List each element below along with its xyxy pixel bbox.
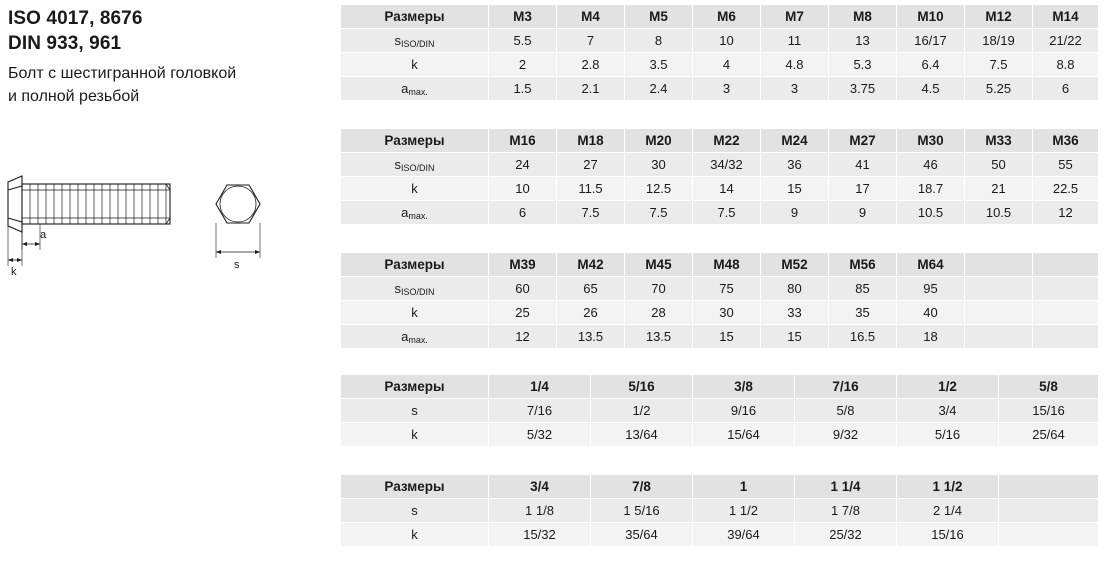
- header-cell: M3: [489, 5, 557, 29]
- data-cell: 26: [557, 301, 625, 325]
- data-cell: 8.8: [1033, 53, 1099, 77]
- table-row: [341, 77, 1099, 101]
- data-cell: 2.8: [557, 53, 625, 77]
- header-cell: M10: [897, 5, 965, 29]
- data-cell: 34/32: [693, 153, 761, 177]
- data-cell: 1 1/8: [489, 499, 591, 523]
- header-cell-empty: [1033, 253, 1099, 277]
- data-cell: 6: [489, 201, 557, 225]
- table-row: [341, 325, 1099, 349]
- row-label-k: k: [341, 53, 489, 77]
- data-cell: 2 1/4: [897, 499, 999, 523]
- header-cell: 3/8: [693, 375, 795, 399]
- table-row: [341, 201, 1099, 225]
- header-cell: 7/8: [591, 475, 693, 499]
- data-cell: 1 5/16: [591, 499, 693, 523]
- header-cell: Размеры: [341, 253, 489, 277]
- data-cell: 2: [489, 53, 557, 77]
- data-cell: 30: [693, 301, 761, 325]
- data-cell-empty: [999, 499, 1099, 523]
- header-cell: M39: [489, 253, 557, 277]
- table-header-row: [341, 5, 1099, 29]
- data-cell: 80: [761, 277, 829, 301]
- data-cell: 15: [693, 325, 761, 349]
- data-cell: 46: [897, 153, 965, 177]
- header-cell: Размеры: [341, 129, 489, 153]
- data-cell: 39/64: [693, 523, 795, 547]
- data-cell: 12: [1033, 201, 1099, 225]
- data-cell: 11.5: [557, 177, 625, 201]
- data-cell: 16.5: [829, 325, 897, 349]
- table-row: [341, 423, 1099, 447]
- data-cell-empty: [965, 277, 1033, 301]
- bolt-technical-drawing: [0, 168, 330, 283]
- dimension-label-a: a: [40, 229, 47, 241]
- table-header-row: [341, 253, 1099, 277]
- table-row: [341, 523, 1099, 547]
- data-cell: 5.25: [965, 77, 1033, 101]
- data-cell: 11: [761, 29, 829, 53]
- data-cell: 40: [897, 301, 965, 325]
- data-cell: 70: [625, 277, 693, 301]
- data-cell: 18/19: [965, 29, 1033, 53]
- row-label-s: s: [341, 499, 489, 523]
- data-cell: 60: [489, 277, 557, 301]
- data-cell: 5.3: [829, 53, 897, 77]
- header-cell: M45: [625, 253, 693, 277]
- row-label-k: k: [341, 523, 489, 547]
- row-label-s-iso-din: sISO/DIN: [341, 277, 489, 301]
- data-cell-empty: [965, 325, 1033, 349]
- header-cell: M33: [965, 129, 1033, 153]
- header-cell: Размеры: [341, 475, 489, 499]
- data-cell: 3.75: [829, 77, 897, 101]
- header-cell: M6: [693, 5, 761, 29]
- data-cell: 30: [625, 153, 693, 177]
- data-cell: 3: [761, 77, 829, 101]
- header-cell: M27: [829, 129, 897, 153]
- data-cell: 13: [829, 29, 897, 53]
- dimension-label-s: s: [234, 259, 240, 271]
- row-label-a-max: amax.: [341, 325, 489, 349]
- data-cell-empty: [1033, 301, 1099, 325]
- table-row: [341, 301, 1099, 325]
- data-cell: 36: [761, 153, 829, 177]
- product-description-line-2: и полной резьбой: [8, 88, 140, 105]
- header-cell: M42: [557, 253, 625, 277]
- row-label-k: k: [341, 177, 489, 201]
- data-cell: 3.5: [625, 53, 693, 77]
- data-cell: 65: [557, 277, 625, 301]
- header-cell: M56: [829, 253, 897, 277]
- header-cell: M18: [557, 129, 625, 153]
- data-cell: 35: [829, 301, 897, 325]
- data-cell: 6.4: [897, 53, 965, 77]
- table-row: [341, 53, 1099, 77]
- data-cell: 24: [489, 153, 557, 177]
- row-label-k: k: [341, 301, 489, 325]
- data-cell: 7.5: [693, 201, 761, 225]
- table-row: [341, 399, 1099, 423]
- data-cell: 5/8: [795, 399, 897, 423]
- header-cell: 7/16: [795, 375, 897, 399]
- data-cell: 55: [1033, 153, 1099, 177]
- header-cell: 1: [693, 475, 795, 499]
- data-cell: 35/64: [591, 523, 693, 547]
- header-cell: M30: [897, 129, 965, 153]
- data-cell: 12: [489, 325, 557, 349]
- data-cell: 5/32: [489, 423, 591, 447]
- data-cell: 4.8: [761, 53, 829, 77]
- data-cell: 15/32: [489, 523, 591, 547]
- header-cell-empty: [965, 253, 1033, 277]
- data-cell: 15/16: [897, 523, 999, 547]
- table-row: [341, 153, 1099, 177]
- table-row: [341, 29, 1099, 53]
- data-cell: 17: [829, 177, 897, 201]
- data-cell: 12.5: [625, 177, 693, 201]
- data-cell: 50: [965, 153, 1033, 177]
- data-cell: 1/2: [591, 399, 693, 423]
- table-row: [341, 277, 1099, 301]
- row-label-s: s: [341, 399, 489, 423]
- data-cell: 7.5: [557, 201, 625, 225]
- data-cell: 41: [829, 153, 897, 177]
- header-cell: 5/8: [999, 375, 1099, 399]
- header-cell: M24: [761, 129, 829, 153]
- data-cell: 25/32: [795, 523, 897, 547]
- standard-line-2: DIN 933, 961: [8, 33, 122, 54]
- data-cell: 22.5: [1033, 177, 1099, 201]
- table-header-row: [341, 375, 1099, 399]
- data-cell-empty: [965, 301, 1033, 325]
- data-cell: 21/22: [1033, 29, 1099, 53]
- data-cell: 13/64: [591, 423, 693, 447]
- header-cell: 3/4: [489, 475, 591, 499]
- header-cell: M48: [693, 253, 761, 277]
- dimension-label-k: k: [11, 266, 17, 278]
- table-metric-1: [340, 4, 1099, 101]
- header-cell: M64: [897, 253, 965, 277]
- data-cell: 10: [693, 29, 761, 53]
- data-cell-empty: [999, 523, 1099, 547]
- header-cell: Размеры: [341, 5, 489, 29]
- data-cell: 25: [489, 301, 557, 325]
- header-cell: 1 1/2: [897, 475, 999, 499]
- table-inch-1: [340, 374, 1099, 447]
- data-cell: 6: [1033, 77, 1099, 101]
- data-cell: 27: [557, 153, 625, 177]
- data-cell: 3/4: [897, 399, 999, 423]
- header-cell: M12: [965, 5, 1033, 29]
- data-cell: 7.5: [625, 201, 693, 225]
- standard-line-1: ISO 4017, 8676: [8, 8, 143, 29]
- data-cell: 10.5: [897, 201, 965, 225]
- table-header-row: [341, 475, 1099, 499]
- table-header-row: [341, 129, 1099, 153]
- header-cell: 1/4: [489, 375, 591, 399]
- data-cell: 9/16: [693, 399, 795, 423]
- data-cell: 4.5: [897, 77, 965, 101]
- data-cell: 28: [625, 301, 693, 325]
- header-cell: 1/2: [897, 375, 999, 399]
- data-cell: 5/16: [897, 423, 999, 447]
- data-cell: 33: [761, 301, 829, 325]
- data-cell: 18.7: [897, 177, 965, 201]
- data-cell: 2.4: [625, 77, 693, 101]
- data-cell: 1 1/2: [693, 499, 795, 523]
- header-cell: M8: [829, 5, 897, 29]
- data-cell: 2.1: [557, 77, 625, 101]
- data-cell-empty: [1033, 277, 1099, 301]
- header-cell: M52: [761, 253, 829, 277]
- header-cell: M5: [625, 5, 693, 29]
- row-label-a-max: amax.: [341, 201, 489, 225]
- header-cell: M4: [557, 5, 625, 29]
- table-row: [341, 499, 1099, 523]
- data-cell: 15: [761, 325, 829, 349]
- data-cell: 15/16: [999, 399, 1099, 423]
- row-label-a-max: amax.: [341, 77, 489, 101]
- data-cell: 15: [761, 177, 829, 201]
- header-cell: M7: [761, 5, 829, 29]
- header-cell-empty: [999, 475, 1099, 499]
- header-cell: M14: [1033, 5, 1099, 29]
- table-row: [341, 177, 1099, 201]
- data-cell: 7: [557, 29, 625, 53]
- data-cell: 7/16: [489, 399, 591, 423]
- row-label-k: k: [341, 423, 489, 447]
- data-cell-empty: [1033, 325, 1099, 349]
- data-cell: 25/64: [999, 423, 1099, 447]
- data-cell: 10.5: [965, 201, 1033, 225]
- header-cell: M36: [1033, 129, 1099, 153]
- data-cell: 5.5: [489, 29, 557, 53]
- data-cell: 1.5: [489, 77, 557, 101]
- header-cell: 1 1/4: [795, 475, 897, 499]
- header-cell: Размеры: [341, 375, 489, 399]
- data-cell: 8: [625, 29, 693, 53]
- data-cell: 75: [693, 277, 761, 301]
- data-cell: 13.5: [625, 325, 693, 349]
- data-cell: 10: [489, 177, 557, 201]
- data-cell: 9: [761, 201, 829, 225]
- header-cell: M22: [693, 129, 761, 153]
- data-cell: 85: [829, 277, 897, 301]
- data-cell: 15/64: [693, 423, 795, 447]
- table-inch-2: [340, 474, 1099, 547]
- data-cell: 9/32: [795, 423, 897, 447]
- row-label-s-iso-din: sISO/DIN: [341, 29, 489, 53]
- data-cell: 7.5: [965, 53, 1033, 77]
- data-cell: 9: [829, 201, 897, 225]
- data-cell: 3: [693, 77, 761, 101]
- data-cell: 14: [693, 177, 761, 201]
- header-cell: M20: [625, 129, 693, 153]
- data-cell: 16/17: [897, 29, 965, 53]
- data-cell: 95: [897, 277, 965, 301]
- header-cell: M16: [489, 129, 557, 153]
- header-cell: 5/16: [591, 375, 693, 399]
- table-metric-2: [340, 128, 1099, 225]
- data-cell: 1 7/8: [795, 499, 897, 523]
- row-label-s-iso-din: sISO/DIN: [341, 153, 489, 177]
- data-cell: 18: [897, 325, 965, 349]
- data-cell: 13.5: [557, 325, 625, 349]
- table-metric-3: [340, 252, 1099, 349]
- product-description-line-1: Болт с шестигранной головкой: [8, 65, 237, 82]
- data-cell: 21: [965, 177, 1033, 201]
- data-cell: 4: [693, 53, 761, 77]
